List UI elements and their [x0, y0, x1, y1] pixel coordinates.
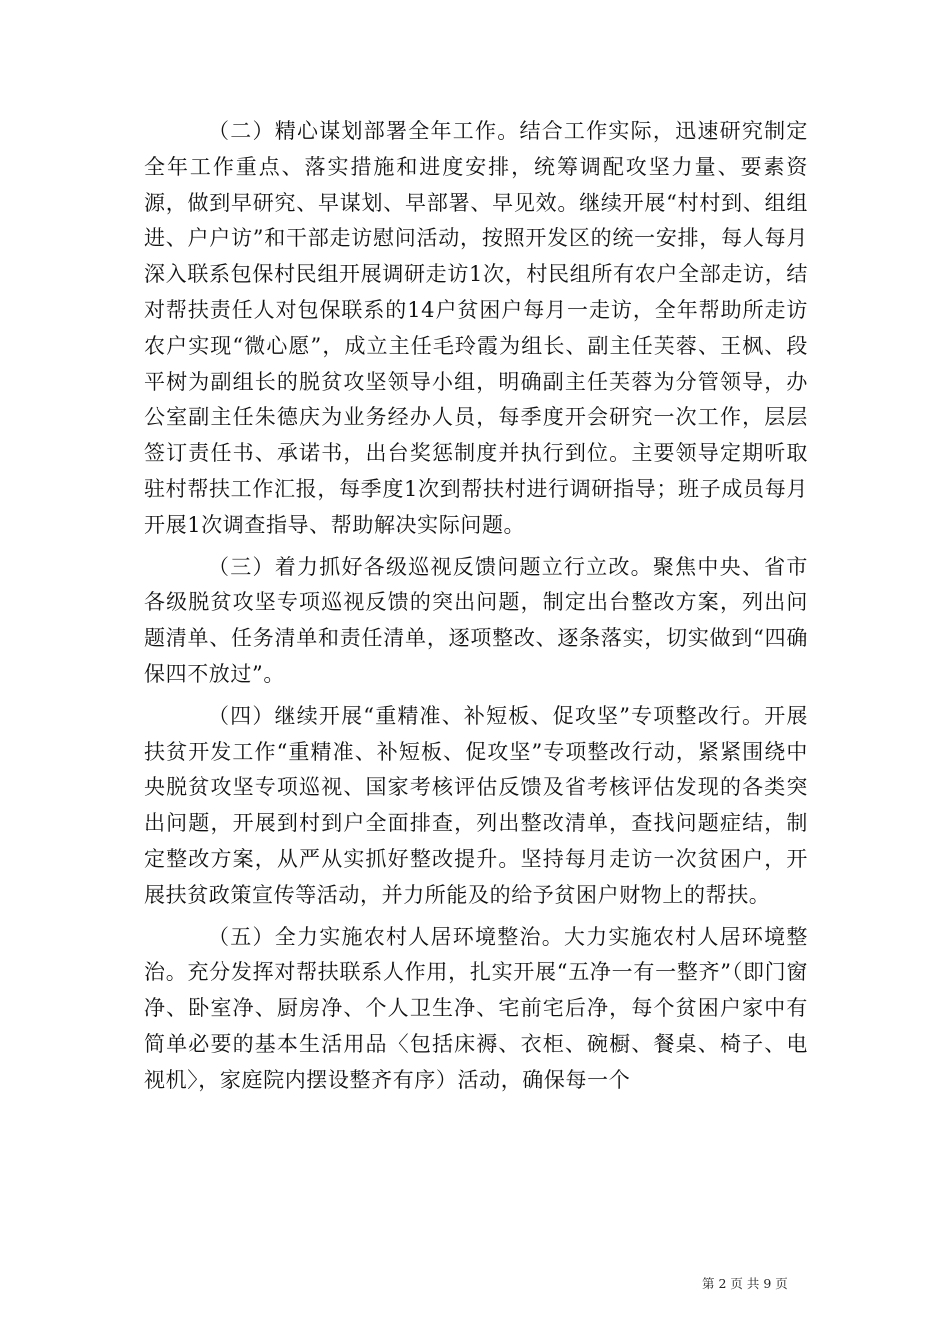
paragraph-4: （四）继续开展“重精准、补短板、促攻坚”专项整改行。开展扶贫开发工作“重精准、补短板、促攻坚”专项整改行动，紧紧围绕中央脱贫攻坚专项巡视、国家考核评估反馈及省考核评估发现的各类突出问题，开展到村到户全面排查，列出整改清单，查找问题症结，制定整改方案，从严从实抓好整改提升。坚持每月走访一次贫困户，开展扶贫政策宣传等活动，并力所能及的给予贫困户财物上的帮扶。	[144, 703, 808, 907]
paragraph-5: （五）全力实施农村人居环境整治。大力实施农村人居环境整治。充分发挥对帮扶联系人作用，扎实开展“五净一有一整齐”（即门窗净、卧室净、厨房净、个人卫生净、宅前宅后净，每个贫困户家中有简单必要的基本生活用品〈包括床褥、衣柜、碗橱、餐桌、椅子、电视机〉，家庭院内摆设整齐有序）活动，确保每一个	[144, 924, 808, 1092]
page-number-footer: 第 2 页 共 9 页	[702, 1276, 788, 1291]
document-body	[144, 114, 808, 1099]
paragraph-3: （三）着力抓好各级巡视反馈问题立行立改。聚焦中央、省市各级脱贫攻坚专项巡视反馈的突出问题，制定出台整改方案，列出问题清单、任务清单和责任清单，逐项整改、逐条落实，切实做到“四确保四不放过”。	[144, 554, 808, 686]
paragraph-2: （二）精心谋划部署全年工作。结合工作实际，迅速研究制定全年工作重点、落实措施和进度安排，统筹调配攻坚力量、要素资源，做到早研究、早谋划、早部署、早见效。继续开展“村村到、组组进、户户访”和干部走访慰问活动，按照开发区的统一安排，每人每月深入联系包保村民组开展调研走访1次，村民组所有农户全部走访，结对帮扶责任人对包保联系的14户贫困户每月一走访，全年帮助所走访农户实现“微心愿”，成立主任毛玲霞为组长、副主任芙蓉、王枫、段平树为副组长的脱贫攻坚领导小组，明确副主任芙蓉为分管领导，办公室副主任朱德庆为业务经办人员，每季度开会研究一次工作，层层签订责任书、承诺书，出台奖惩制度并执行到位。主要领导定期听取驻村帮扶工作汇报，每季度1次到帮扶村进行调研指导；班子成员每月开展1次调查指导、帮助解决实际问题。	[144, 119, 808, 537]
